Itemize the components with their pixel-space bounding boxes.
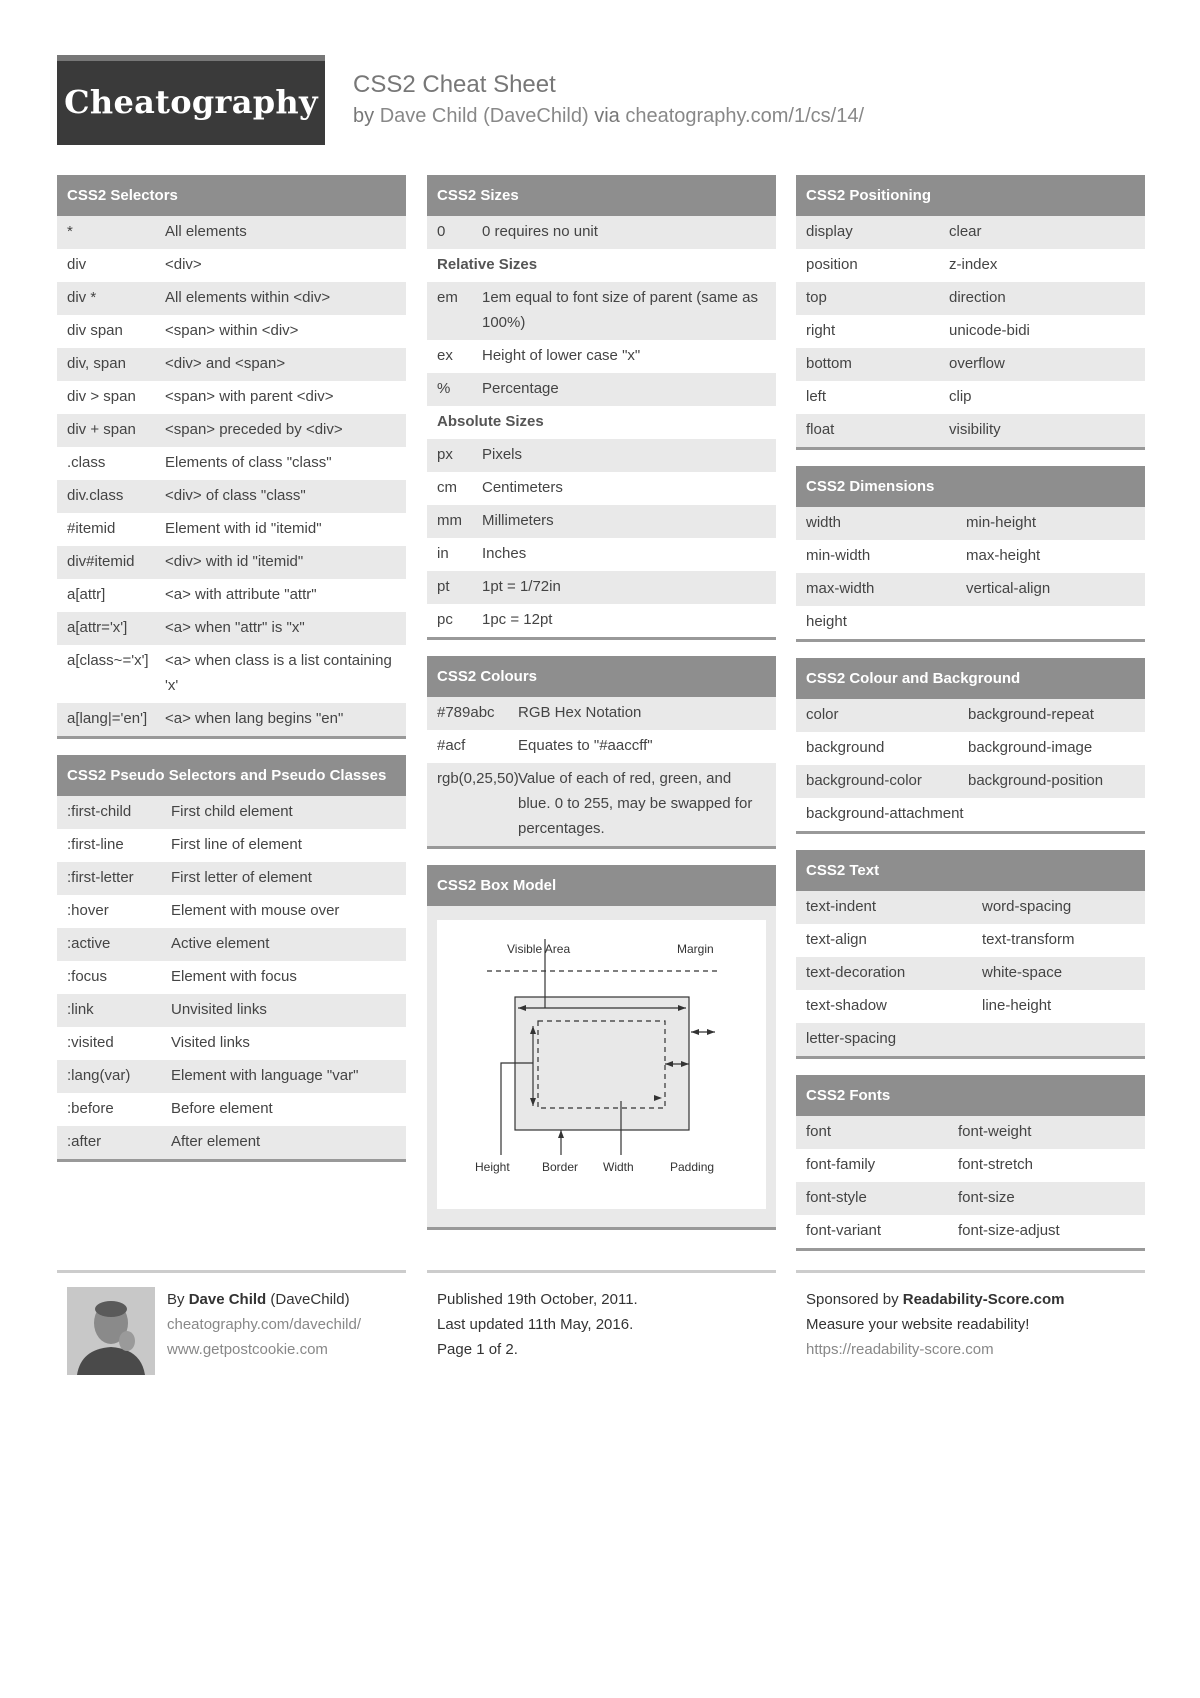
sponsor-tagline: Measure your website readability! (806, 1316, 1030, 1333)
section-title: CSS2 Positioning (796, 175, 1145, 216)
subheading-row (427, 249, 776, 282)
row-key: color (806, 706, 839, 723)
footer-author (57, 1270, 406, 1362)
table-row (57, 1093, 406, 1126)
table-row (57, 994, 406, 1027)
row-key: background-attachment (806, 805, 964, 822)
table-row (57, 579, 406, 612)
table-row (796, 699, 1145, 732)
section-title: CSS2 Colours (427, 656, 776, 697)
row-value: First line of element (171, 836, 302, 853)
row-key: :visited (67, 1034, 114, 1051)
table-row (796, 1215, 1145, 1248)
sizes-section (427, 175, 776, 640)
row-value: Pixels (482, 446, 523, 463)
row-value: All elements within <div> (165, 289, 331, 306)
row-value: background-image (968, 739, 1093, 756)
row-value: white-space (982, 964, 1063, 981)
website-link[interactable]: www.getpostcookie.com (167, 1341, 328, 1358)
table-row (427, 571, 776, 604)
row-key: :active (67, 935, 111, 952)
arrowhead (707, 1029, 715, 1035)
row-value: 1pc = 12pt (482, 611, 553, 628)
row-value: <span> within <div> (165, 322, 299, 339)
sheet-byline (353, 105, 864, 128)
row-value: <a> with attribute "attr" (165, 586, 317, 603)
table-row (427, 730, 776, 763)
table-row (57, 928, 406, 961)
row-key: px (437, 446, 453, 463)
page-number: Page 1 of 2. (437, 1341, 518, 1358)
row-key: text-decoration (806, 964, 906, 981)
dimensions-section (796, 466, 1145, 642)
row-key: background-color (806, 772, 922, 789)
label-border: Border (542, 1160, 579, 1174)
row-key: :first-letter (67, 869, 134, 886)
row-key: div + span (67, 421, 136, 438)
table-row (796, 990, 1145, 1023)
colours-section (427, 656, 776, 849)
row-value: Height of lower case "x" (482, 347, 641, 364)
sponsor-line (796, 1287, 1145, 1312)
table-row (796, 798, 1145, 831)
table-row (796, 1149, 1145, 1182)
column-1 (57, 175, 406, 1178)
row-value: <div> of class "class" (165, 487, 306, 504)
row-key: div * (67, 289, 97, 306)
row-value: 1em equal to font size of parent (same as 100%) (482, 289, 758, 331)
row-value (982, 1026, 1135, 1051)
row-value: First child element (171, 803, 293, 820)
table-row (796, 540, 1145, 573)
table-row (57, 282, 406, 315)
fonts-section (796, 1075, 1145, 1251)
row-value: background-position (968, 772, 1104, 789)
row-key: rgb(0,25,50) (437, 770, 519, 787)
table-row (427, 505, 776, 538)
row-key: left (806, 388, 827, 405)
row-value: Element with focus (171, 968, 297, 985)
table-row (57, 961, 406, 994)
table-row (796, 249, 1145, 282)
table-row (796, 414, 1145, 447)
row-value (968, 801, 1135, 826)
row-key: #acf (437, 737, 466, 754)
row-value: Visited links (171, 1034, 250, 1051)
row-key: pc (437, 611, 453, 628)
label-margin: Margin (677, 942, 714, 956)
label-height: Height (475, 1160, 510, 1174)
section-title: CSS2 Sizes (427, 175, 776, 216)
row-key: % (437, 380, 451, 397)
table-row (796, 282, 1145, 315)
row-key: mm (437, 512, 462, 529)
row-key: font (806, 1123, 832, 1140)
table-row (796, 957, 1145, 990)
table-row (796, 315, 1145, 348)
row-key: div, span (67, 355, 126, 372)
table-row (57, 1027, 406, 1060)
arrowhead (691, 1029, 699, 1035)
column-2 (427, 175, 776, 1246)
row-key: div span (67, 322, 123, 339)
table-row (57, 414, 406, 447)
subheading-row (427, 406, 776, 439)
label-padding: Padding (670, 1160, 715, 1174)
row-key: right (806, 322, 836, 339)
row-value: Centimeters (482, 479, 563, 496)
row-key: div (67, 256, 87, 273)
row-value: 1pt = 1/72in (482, 578, 561, 595)
row-key: :after (67, 1133, 102, 1150)
row-key: bottom (806, 355, 852, 372)
row-key: max-width (806, 580, 875, 597)
row-key: background (806, 739, 885, 756)
section-title: CSS2 Text (796, 850, 1145, 891)
row-value: font-size-adjust (958, 1222, 1060, 1239)
table-row (57, 1060, 406, 1093)
row-key: .class (67, 454, 106, 471)
row-key: div.class (67, 487, 124, 504)
row-value: Elements of class "class" (165, 454, 332, 471)
table-row (57, 249, 406, 282)
row-value: Unvisited links (171, 1001, 267, 1018)
row-key: top (806, 289, 827, 306)
table-row (57, 447, 406, 480)
table-row (796, 573, 1145, 606)
row-value: min-height (966, 514, 1037, 531)
row-value: Value of each of red, green, and blue. 0 to 255, may be swapped for percentages. (518, 770, 753, 837)
table-row (57, 612, 406, 645)
row-value: font-stretch (958, 1156, 1034, 1173)
table-row (427, 538, 776, 571)
row-value: <div> (165, 256, 202, 273)
row-value: <span> preceded by <div> (165, 421, 343, 438)
table-row (427, 604, 776, 637)
table-row (796, 765, 1145, 798)
byline-prefix: by (353, 105, 380, 127)
row-value: clip (949, 388, 972, 405)
row-key: em (437, 289, 458, 306)
table-row (427, 340, 776, 373)
row-value: <a> when class is a list containing 'x' (165, 652, 392, 694)
row-key: :lang(var) (67, 1067, 131, 1084)
row-key: font-variant (806, 1222, 882, 1239)
row-key: min-width (806, 547, 871, 564)
table-row (796, 891, 1145, 924)
row-key: #789abc (437, 704, 495, 721)
row-value (966, 609, 1135, 634)
page-title: CSS2 Cheat Sheet (353, 71, 556, 98)
row-value: Percentage (482, 380, 559, 397)
row-key: pt (437, 578, 450, 595)
table-row (796, 1116, 1145, 1149)
row-key: font-family (806, 1156, 876, 1173)
table-row (427, 216, 776, 249)
author-line (167, 1287, 406, 1312)
row-value: text-transform (982, 931, 1075, 948)
row-value: Millimeters (482, 512, 554, 529)
row-key: #itemid (67, 520, 116, 537)
subheading: Relative Sizes (437, 256, 538, 273)
row-key: width (806, 514, 842, 531)
row-key: :link (67, 1001, 94, 1018)
table-row (427, 439, 776, 472)
row-key: div#itemid (67, 553, 135, 570)
section-title: CSS2 Fonts (796, 1075, 1145, 1116)
row-value: After element (171, 1133, 261, 1150)
row-key: a[lang|='en'] (67, 710, 148, 727)
row-value: word-spacing (982, 898, 1072, 915)
sheet-url-link[interactable]: cheatography.com/1/cs/14/ (625, 105, 864, 127)
row-value: All elements (165, 223, 247, 240)
row-key: text-align (806, 931, 867, 948)
row-value: Before element (171, 1100, 273, 1117)
row-value: <a> when "attr" is "x" (165, 619, 305, 636)
row-value: font-size (958, 1189, 1015, 1206)
arrowhead (558, 1130, 564, 1138)
table-row (796, 924, 1145, 957)
author-link[interactable]: Dave Child (DaveChild) (379, 105, 589, 127)
row-value: line-height (982, 997, 1052, 1014)
section-title: CSS2 Pseudo Selectors and Pseudo Classes (57, 755, 406, 796)
text-section (796, 850, 1145, 1059)
row-key: text-shadow (806, 997, 887, 1014)
box-model-diagram-wrap (427, 906, 776, 1227)
section-title: CSS2 Box Model (427, 865, 776, 906)
row-value: overflow (949, 355, 1005, 372)
row-value: <div> with id "itemid" (165, 553, 304, 570)
published-date: Published 19th October, 2011. (437, 1291, 638, 1308)
row-value: Element with mouse over (171, 902, 340, 919)
table-row (57, 381, 406, 414)
row-key: float (806, 421, 835, 438)
table-row (427, 472, 776, 505)
label-width: Width (603, 1160, 634, 1174)
row-value: font-weight (958, 1123, 1032, 1140)
table-row (57, 315, 406, 348)
row-key: position (806, 256, 858, 273)
row-key: * (67, 223, 73, 240)
author-handle: (DaveChild) (266, 1291, 350, 1308)
cheatography-logo[interactable]: Cheatography (57, 55, 325, 145)
table-row (57, 862, 406, 895)
table-row (57, 1126, 406, 1159)
by-label: By (167, 1291, 189, 1308)
table-row (57, 480, 406, 513)
table-row (427, 373, 776, 406)
footer-meta (427, 1270, 776, 1362)
row-value: unicode-bidi (949, 322, 1030, 339)
table-row (57, 703, 406, 736)
row-key: :before (67, 1100, 114, 1117)
boxmodel-section (427, 865, 776, 1230)
table-row (427, 763, 776, 846)
table-row (796, 1182, 1145, 1215)
row-value: max-height (966, 547, 1041, 564)
section-title: CSS2 Selectors (57, 175, 406, 216)
row-key: :hover (67, 902, 109, 919)
profile-link[interactable]: cheatography.com/davechild/ (167, 1316, 362, 1333)
row-key: a[attr] (67, 586, 106, 603)
table-row (57, 829, 406, 862)
table-row (796, 1023, 1145, 1056)
row-value: direction (949, 289, 1006, 306)
row-value: visibility (949, 421, 1001, 438)
table-row (796, 507, 1145, 540)
table-row (57, 348, 406, 381)
table-row (57, 796, 406, 829)
row-key: :first-child (67, 803, 132, 820)
author-info (167, 1287, 406, 1362)
row-value: Inches (482, 545, 527, 562)
row-value: Element with id "itemid" (165, 520, 322, 537)
row-value: background-repeat (968, 706, 1094, 723)
row-value: First letter of element (171, 869, 312, 886)
section-title: CSS2 Colour and Background (796, 658, 1145, 699)
table-row (57, 513, 406, 546)
row-value: Element with language "var" (171, 1067, 359, 1084)
row-key: font-style (806, 1189, 867, 1206)
box-model-diagram (437, 920, 766, 1209)
table-row (796, 606, 1145, 639)
row-key: text-indent (806, 898, 877, 915)
sponsor-url-link[interactable]: https://readability-score.com (806, 1341, 994, 1358)
row-value: RGB Hex Notation (518, 704, 642, 721)
table-row (57, 645, 406, 703)
pseudo-section (57, 755, 406, 1162)
row-key: height (806, 613, 847, 630)
table-row (796, 348, 1145, 381)
section-title: CSS2 Dimensions (796, 466, 1145, 507)
row-value: <a> when lang begins "en" (165, 710, 344, 727)
row-key: div > span (67, 388, 136, 405)
table-row (57, 216, 406, 249)
byline-via: via (588, 105, 626, 127)
row-key: a[attr='x'] (67, 619, 128, 636)
row-value: clear (949, 223, 982, 240)
table-row (427, 697, 776, 730)
row-value: <div> and <span> (165, 355, 286, 372)
row-value: z-index (949, 256, 998, 273)
author-name[interactable]: Dave Child (188, 1291, 267, 1308)
row-value: Active element (171, 935, 270, 952)
row-value: vertical-align (966, 580, 1051, 597)
row-key: :focus (67, 968, 108, 985)
table-row (57, 546, 406, 579)
footer-sponsor (796, 1270, 1145, 1362)
row-key: :first-line (67, 836, 124, 853)
column-3 (796, 175, 1145, 1267)
border-box (515, 997, 689, 1130)
colour-background-section (796, 658, 1145, 834)
updated-date: Last updated 11th May, 2016. (437, 1316, 634, 1333)
table-row (796, 216, 1145, 249)
table-row (427, 282, 776, 340)
row-key: 0 (437, 223, 446, 240)
row-value: Equates to "#aaccff" (518, 737, 653, 754)
table-row (796, 381, 1145, 414)
label-visible-area: Visible Area (507, 942, 571, 956)
row-key: display (806, 223, 853, 240)
row-value: 0 requires no unit (482, 223, 598, 240)
sponsor-name[interactable]: Readability-Score.com (902, 1291, 1065, 1308)
row-key: cm (437, 479, 457, 496)
author-avatar (67, 1287, 155, 1375)
subheading: Absolute Sizes (437, 413, 544, 430)
sheet-header (57, 55, 1147, 145)
sponsor-prefix: Sponsored by (806, 1291, 903, 1308)
row-key: letter-spacing (806, 1030, 897, 1047)
table-row (796, 732, 1145, 765)
row-key: in (437, 545, 449, 562)
selectors-section (57, 175, 406, 739)
table-row (57, 895, 406, 928)
row-value: <span> with parent <div> (165, 388, 334, 405)
row-key: a[class~='x'] (67, 652, 149, 669)
row-key: ex (437, 347, 453, 364)
positioning-section (796, 175, 1145, 450)
